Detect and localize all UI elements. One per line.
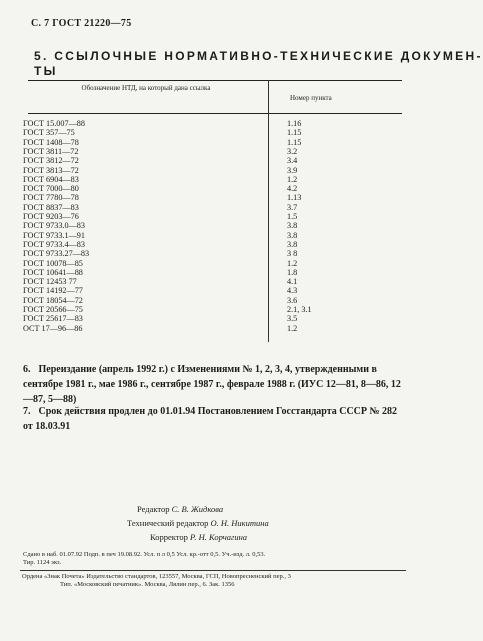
editor-name: С. В. Жидкова — [171, 504, 224, 514]
proofreader-credit — [150, 532, 247, 542]
column-header-document: Обозначение НТД, на который дана ссылка — [81, 84, 211, 92]
table-header-rule — [28, 113, 402, 114]
table-row-item-number: 2.1, 3.1 — [287, 305, 312, 314]
table-row-document: ГОСТ 10078—85 — [23, 258, 83, 268]
table-row-item-number: 1.13 — [287, 193, 302, 203]
table-row-item-number: 1.15 — [287, 128, 302, 138]
table-row-document: ГОСТ 3813—72 — [23, 165, 79, 175]
table-top-rule — [28, 80, 402, 81]
editor-credit — [137, 504, 223, 514]
imprint-line-2: Тир. 1124 экз. — [23, 559, 62, 566]
table-row-document: ГОСТ 3811—72 — [23, 146, 79, 156]
table-row-item-number: 1.2 — [287, 323, 298, 333]
table-row-document: ГОСТ 18054—72 — [23, 295, 83, 305]
table-row-document: ОСТ 17—96—86 — [23, 323, 83, 333]
table-row-item-number: 3.4 — [287, 156, 298, 166]
table-row-item-number: 3.8 — [287, 221, 298, 231]
section-6-paragraph — [23, 362, 403, 407]
table-row-document: ГОСТ 9203—76 — [23, 212, 79, 221]
table-row-item-number: 3 8 — [287, 249, 298, 259]
section-7-number: 7. — [23, 406, 31, 417]
technical-editor-credit — [127, 518, 269, 528]
imprint-line-1: Сдано в наб. 01.07.92 Подп. в печ 19.08.92. Усл. п л 0,5 Усл. кр.-отт 0,5. Уч.-изд. л. 0,53. — [23, 551, 266, 558]
section-6-number: 6. — [23, 364, 31, 375]
table-row-document: ГОСТ 10641—88 — [23, 267, 83, 277]
table-row-document: ГОСТ 12453 77 — [23, 277, 77, 287]
editor-role: Редактор — [137, 504, 170, 514]
table-row-item-number: 1.15 — [287, 137, 302, 147]
table-row-document: ГОСТ 9733.27—83 — [23, 249, 90, 259]
table-row-document: ГОСТ 3812—72 — [23, 156, 79, 166]
table-row-document: ГОСТ 9733.4—83 — [23, 239, 85, 249]
table-row-item-number: 1.2 — [287, 258, 298, 268]
table-row-item-number: 3.7 — [287, 202, 298, 212]
table-row-item-number: 1.8 — [287, 267, 298, 277]
table-row-item-number: 3.8 — [287, 239, 298, 249]
section-7-text: Срок действия продлен до 01.01.94 Постановлением Госстандарта СССР № 282 от 18.03.91 — [23, 406, 398, 432]
table-row-item-number: 1.2 — [287, 174, 298, 184]
table-row-item-number: 3.2 — [287, 146, 298, 156]
table-row-document: ГОСТ 6904—83 — [23, 174, 79, 184]
table-row-document: ГОСТ 20566—75 — [23, 305, 83, 314]
table-row-document: ГОСТ 14192—77 — [23, 286, 83, 296]
column-header-item-number: Номер пункта — [290, 94, 332, 102]
table-row-item-number: 3.5 — [287, 314, 298, 324]
table-row-item-number: 1.5 — [287, 212, 298, 221]
technical-editor-role: Технический редактор — [127, 518, 209, 528]
footer-rule — [20, 570, 406, 571]
printer-line: Тип. «Московский печатник». Москва, Лялин пер., 6. Зак. 1356 — [60, 581, 235, 588]
table-row-document: ГОСТ 15.007—88 — [23, 119, 85, 128]
table-row-document: ГОСТ 9733.1—91 — [23, 230, 85, 240]
table-row-item-number: 4.1 — [287, 277, 298, 287]
proofreader-role: Корректор — [150, 532, 188, 542]
table-row-document: ГОСТ 357—75 — [23, 128, 75, 138]
table-row-item-number: 4.3 — [287, 286, 298, 296]
page-header: С. 7 ГОСТ 21220—75 — [31, 18, 132, 29]
table-row-document: ГОСТ 7000—80 — [23, 184, 79, 194]
publisher-line: Ордена «Знак Почета» Издательство стандартов, 123557, Москва, ГСП, Новопресненский пер., 3 — [22, 573, 291, 580]
table-column-divider — [268, 80, 269, 342]
table-row-document: ГОСТ 25617—83 — [23, 314, 83, 324]
section-5-heading-continued: ТЫ — [34, 64, 58, 78]
table-row-document: ГОСТ 9733.0—83 — [23, 221, 85, 231]
table-row-item-number: 3.9 — [287, 165, 298, 175]
table-row-document: ГОСТ 7780—78 — [23, 193, 79, 203]
table-row-document: ГОСТ 1408—78 — [23, 137, 79, 147]
table-row-item-number: 3.6 — [287, 295, 298, 305]
section-5-heading: 5. ССЫЛОЧНЫЕ НОРМАТИВНО-ТЕХНИЧЕСКИЕ ДОКУМЕН- — [34, 49, 483, 63]
table-row-item-number: 1.16 — [287, 119, 302, 128]
table-row-item-number: 3.8 — [287, 230, 298, 240]
technical-editor-name: О. Н. Никитина — [210, 518, 269, 528]
proofreader-name: Р. Н. Корчагина — [190, 532, 248, 542]
section-7-paragraph — [23, 404, 403, 434]
table-row-item-number: 4.2 — [287, 184, 298, 194]
table-row-document: ГОСТ 8837—83 — [23, 202, 79, 212]
section-6-text: Переиздание (апрель 1992 г.) с Изменениями № 1, 2, 3, 4, утвержденными в сентябре 1981 г., мае 1986 г., сентябре 1987 г., феврале 1988 г. (ИУС 12—81, 8—86, 12—87, 5—88) — [23, 364, 401, 405]
